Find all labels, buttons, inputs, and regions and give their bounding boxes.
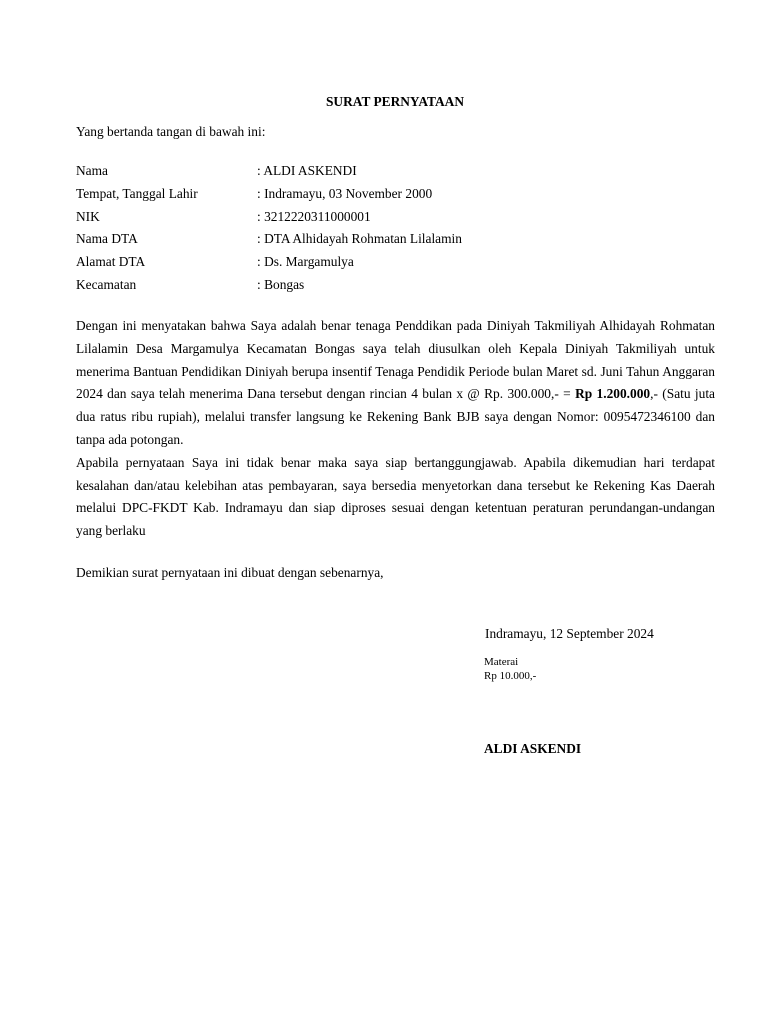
stamp-duty-note — [484, 656, 536, 683]
identity-label: Kecamatan — [76, 276, 137, 292]
identity-value: : ALDI ASKENDI — [257, 163, 357, 178]
paragraph-text: ,- (Satu juta dua ratus ribu rupiah), melalui transfer langsung ke Rekening Bank BJB saya dengan Nomor: 0095472346100 dan tanpa ada potongan. — [76, 386, 716, 447]
identity-value: : Indramayu, 03 November 2000 — [257, 185, 433, 201]
statement-body — [76, 315, 715, 543]
identity-value: : Ds. Margamulya — [257, 254, 354, 270]
amount-text: Rp 1.200.000 — [575, 386, 651, 402]
identity-value: : Bongas — [257, 276, 305, 292]
statement-paragraph-1 — [76, 315, 715, 452]
document-title: SURAT PERNYATAAN — [325, 94, 465, 109]
identity-row-name — [76, 160, 716, 183]
identity-row-dta-name — [76, 228, 716, 251]
signer-name: ALDI ASKENDI — [484, 741, 582, 756]
identity-value: : 3212220311000001 — [257, 208, 371, 224]
identity-row-dta-address — [76, 251, 716, 274]
stamp-label: Materai — [484, 656, 519, 668]
identity-label: Nama — [76, 163, 108, 178]
paragraph-text: Dengan ini menyatakan bahwa Saya adalah benar tenaga Penddikan pada Diniyah Takmiliyah Alhidayah Rohmatan Lilalamin Desa Margamulya Kecamatan Bongas saya telah diusulkan oleh Kepala Diniyah Takmiliyah untuk menerima Bantuan Pendidikan Diniyah berupa insentif Tenaga Pendidik Periode bulan Maret sd. Juni Tahun Anggaran 2024 dan saya telah menerima Dana tersebut dengan rincian 4 bulan x @ Rp. 300.000,- = — [76, 318, 715, 402]
closing-text: Demikian surat pernyataan ini dibuat dengan sebenarnya, — [76, 565, 384, 580]
identity-row-nik — [76, 206, 716, 229]
identity-label: NIK — [76, 208, 100, 224]
identity-label: Tempat, Tanggal Lahir — [76, 185, 198, 201]
identity-table — [76, 160, 716, 297]
identity-row-birth — [76, 183, 716, 206]
identity-value: : DTA Alhidayah Rohmatan Lilalamin — [257, 231, 462, 247]
identity-label: Nama DTA — [76, 231, 138, 247]
identity-row-district — [76, 274, 716, 297]
statement-paragraph-2: Apabila pernyataan Saya ini tidak benar maka saya siap bertanggungjawab. Apabila dikemudian hari terdapat kesalahan dan/atau kelebihan atas pembayaran, saya bersedia menyetorkan dana tersebut ke Rekening Kas Daerah melalui DPC-FKDT Kab. Indramayu dan siap diproses sesuai dengan ketentuan peraturan perundangan-undangan yang berlaku — [76, 454, 715, 539]
intro-text: Yang bertanda tangan di bawah ini: — [76, 124, 266, 139]
identity-label: Alamat DTA — [76, 254, 146, 270]
stamp-amount: Rp 10.000,- — [484, 669, 537, 682]
place-date: Indramayu, 12 September 2024 — [485, 626, 654, 641]
